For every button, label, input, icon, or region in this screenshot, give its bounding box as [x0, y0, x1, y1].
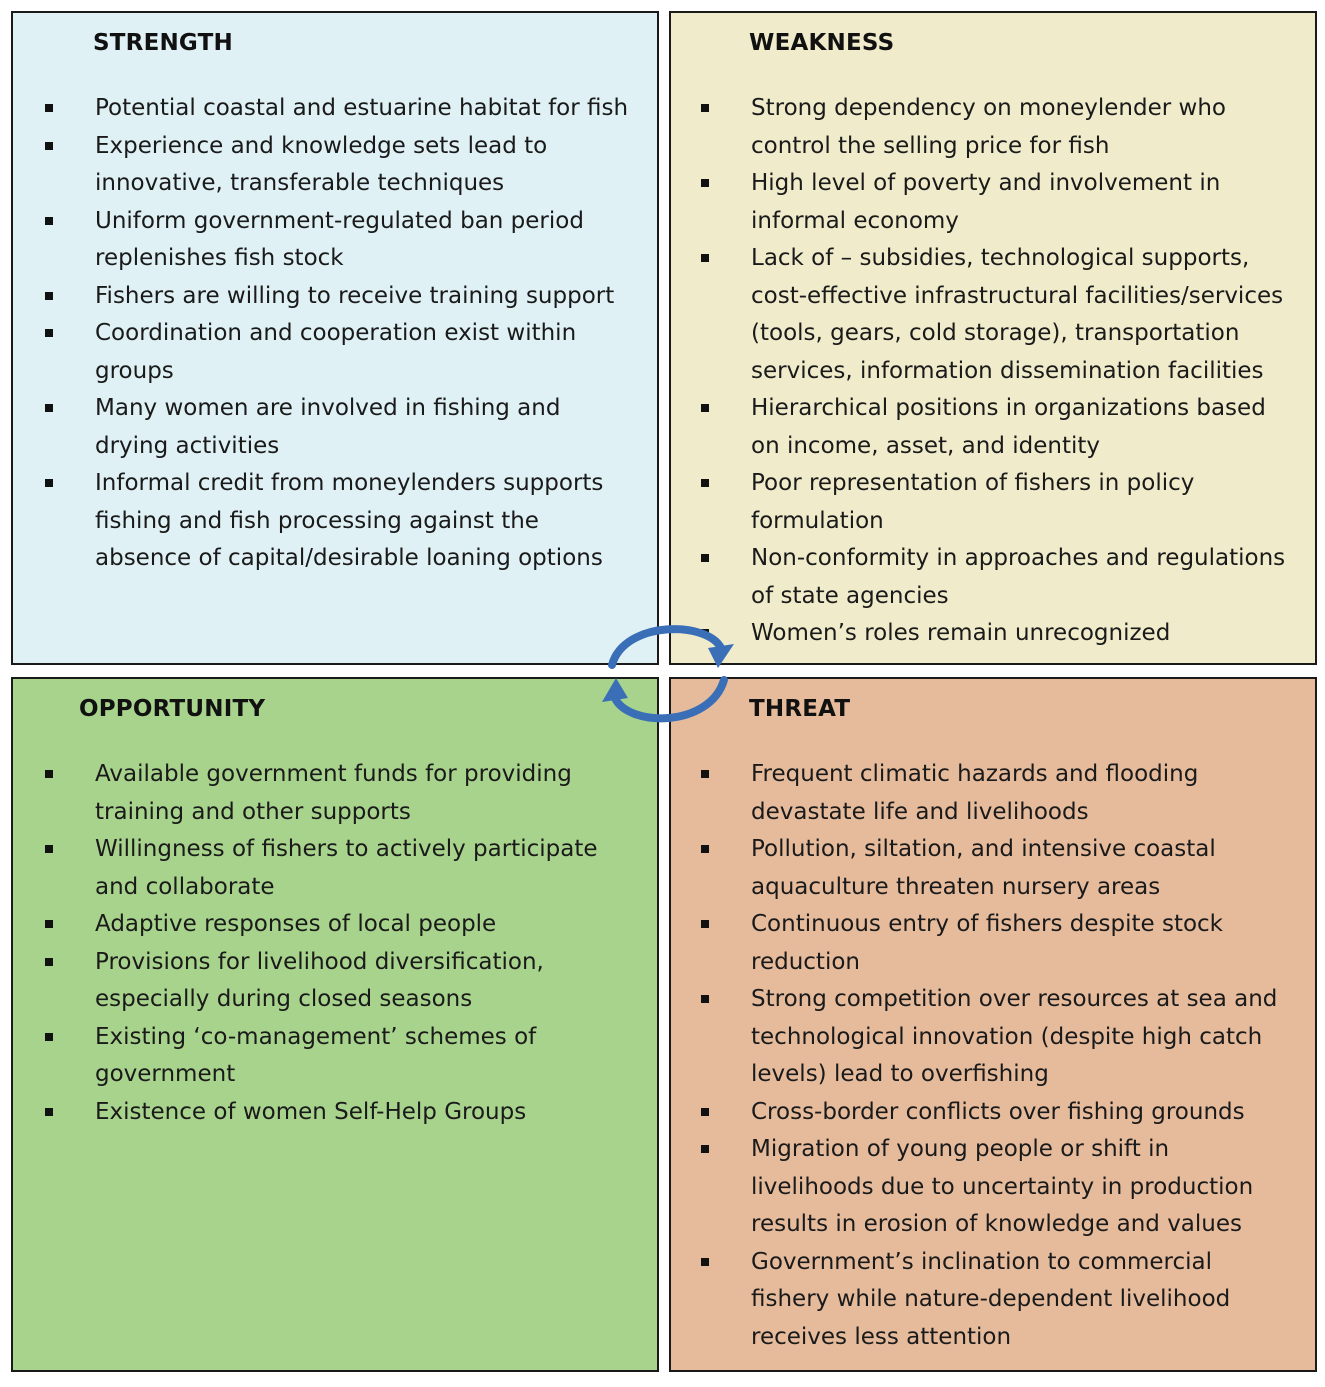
opportunity-item-text: Existence of women Self-Help Groups [95, 1098, 527, 1125]
opportunity-item-text: Provisions for livelihood diversification, especially during closed seasons [95, 948, 544, 1012]
strength-list [13, 90, 657, 578]
strength-item [13, 128, 657, 203]
bullet-icon [701, 1145, 709, 1153]
strength-item-text: Fishers are willing to receive training support [95, 282, 615, 309]
bullet-icon [701, 920, 709, 928]
threat-item-text: Pollution, siltation, and intensive coastal aquaculture threaten nursery areas [751, 836, 1216, 900]
bullet-icon [45, 329, 53, 337]
bullet-icon [45, 1033, 53, 1041]
weakness-item-text: Poor representation of fishers in policy formulation [751, 470, 1195, 534]
threat-item-text: Strong competition over resources at sea and technological innovation (despite high catch levels) lead to overfishing [751, 986, 1278, 1087]
bullet-icon [45, 142, 53, 150]
strength-item [13, 203, 657, 278]
bullet-icon [701, 1258, 709, 1266]
weakness-item [671, 465, 1315, 540]
threat-item [671, 1131, 1315, 1244]
weakness-item-text: Strong dependency on moneylender who control the selling price for fish [751, 95, 1226, 159]
bullet-icon [45, 479, 53, 487]
threat-item [671, 906, 1315, 981]
bullet-icon [45, 217, 53, 225]
opportunity-list [13, 756, 657, 1131]
threat-item [671, 1244, 1315, 1357]
cycle-arc-bottom [614, 680, 724, 718]
weakness-item [671, 615, 1315, 653]
bullet-icon [45, 404, 53, 412]
opportunity-item [13, 1019, 657, 1094]
bullet-icon [701, 845, 709, 853]
strength-item-text: Many women are involved in fishing and drying activities [95, 395, 561, 459]
opportunity-item-text: Available government funds for providing training and other supports [95, 761, 572, 825]
cycle-arrowhead-bottom [602, 678, 628, 702]
strength-item-text: Potential coastal and estuarine habitat for fish [95, 95, 629, 121]
threat-item-text: Frequent climatic hazards and flooding devastate life and livelihoods [751, 761, 1199, 825]
strength-item [13, 465, 657, 578]
weakness-item-text: Non-conformity in approaches and regulations of state agencies [751, 545, 1286, 609]
bullet-icon [701, 479, 709, 487]
threat-list [671, 756, 1315, 1356]
strength-item-text: Coordination and cooperation exist within groups [95, 320, 577, 384]
weakness-title: WEAKNESS [749, 30, 895, 56]
weakness-item-text: Lack of – subsidies, technological supports, cost-effective infrastructural facilities/services (tools, gears, cold storage), transportation services, information dissemination facilities [751, 245, 1284, 384]
weakness-item-text: Women’s roles remain unrecognized [751, 620, 1171, 646]
opportunity-item-text: Adaptive responses of local people [95, 911, 497, 937]
threat-item-text: Continuous entry of fishers despite stock reduction [751, 911, 1224, 975]
bullet-icon [45, 1108, 53, 1116]
bullet-icon [701, 1108, 709, 1116]
strength-quadrant [11, 11, 659, 665]
strength-item-text: Experience and knowledge sets lead to innovative, transferable techniques [95, 132, 548, 196]
bullet-icon [701, 179, 709, 187]
weakness-quadrant [669, 11, 1317, 665]
bullet-icon [45, 104, 53, 112]
weakness-item-text: Hierarchical positions in organizations based on income, asset, and identity [751, 395, 1266, 459]
bullet-icon [45, 292, 53, 300]
threat-title: THREAT [749, 696, 851, 722]
weakness-item [671, 90, 1315, 165]
bullet-icon [45, 770, 53, 778]
weakness-item [671, 390, 1315, 465]
bullet-icon [701, 104, 709, 112]
bullet-icon [45, 920, 53, 928]
circular-arrows-icon [600, 610, 735, 735]
bullet-icon [45, 958, 53, 966]
opportunity-quadrant [11, 677, 659, 1372]
opportunity-item [13, 944, 657, 1019]
strength-item-text: Uniform government-regulated ban period replenishes fish stock [95, 207, 584, 271]
bullet-icon [701, 770, 709, 778]
threat-quadrant [669, 677, 1317, 1372]
bullet-icon [45, 845, 53, 853]
cycle-arc-top [612, 629, 722, 665]
cycle-arrowhead-top [708, 644, 734, 668]
opportunity-item [13, 906, 657, 944]
threat-item-text: Government’s inclination to commercial fishery while nature-dependent livelihood receives less attention [751, 1248, 1231, 1350]
threat-item [671, 831, 1315, 906]
strength-item [13, 390, 657, 465]
weakness-item-text: High level of poverty and involvement in informal economy [751, 170, 1221, 234]
strength-item [13, 278, 657, 316]
strength-item [13, 90, 657, 128]
threat-item [671, 1094, 1315, 1132]
opportunity-item [13, 831, 657, 906]
strength-title: STRENGTH [93, 30, 233, 56]
opportunity-item [13, 1094, 657, 1132]
threat-item [671, 756, 1315, 831]
threat-item-text: Migration of young people or shift in livelihoods due to uncertainty in production results in erosion of knowledge and values [751, 1136, 1254, 1237]
threat-item-text: Cross-border conflicts over fishing grounds [751, 1098, 1245, 1125]
weakness-item [671, 165, 1315, 240]
weakness-item [671, 540, 1315, 615]
bullet-icon [701, 404, 709, 412]
opportunity-item [13, 756, 657, 831]
strength-item [13, 315, 657, 390]
opportunity-title: OPPORTUNITY [79, 696, 266, 722]
opportunity-item-text: Willingness of fishers to actively participate and collaborate [95, 836, 598, 900]
opportunity-item-text: Existing ‘co-management’ schemes of government [95, 1023, 537, 1087]
bullet-icon [701, 554, 709, 562]
weakness-item [671, 240, 1315, 390]
strength-item-text: Informal credit from moneylenders supports fishing and fish processing against the absence of capital/desirable loaning options [95, 470, 604, 571]
threat-item [671, 981, 1315, 1094]
bullet-icon [701, 254, 709, 262]
weakness-list [671, 90, 1315, 653]
bullet-icon [701, 995, 709, 1003]
